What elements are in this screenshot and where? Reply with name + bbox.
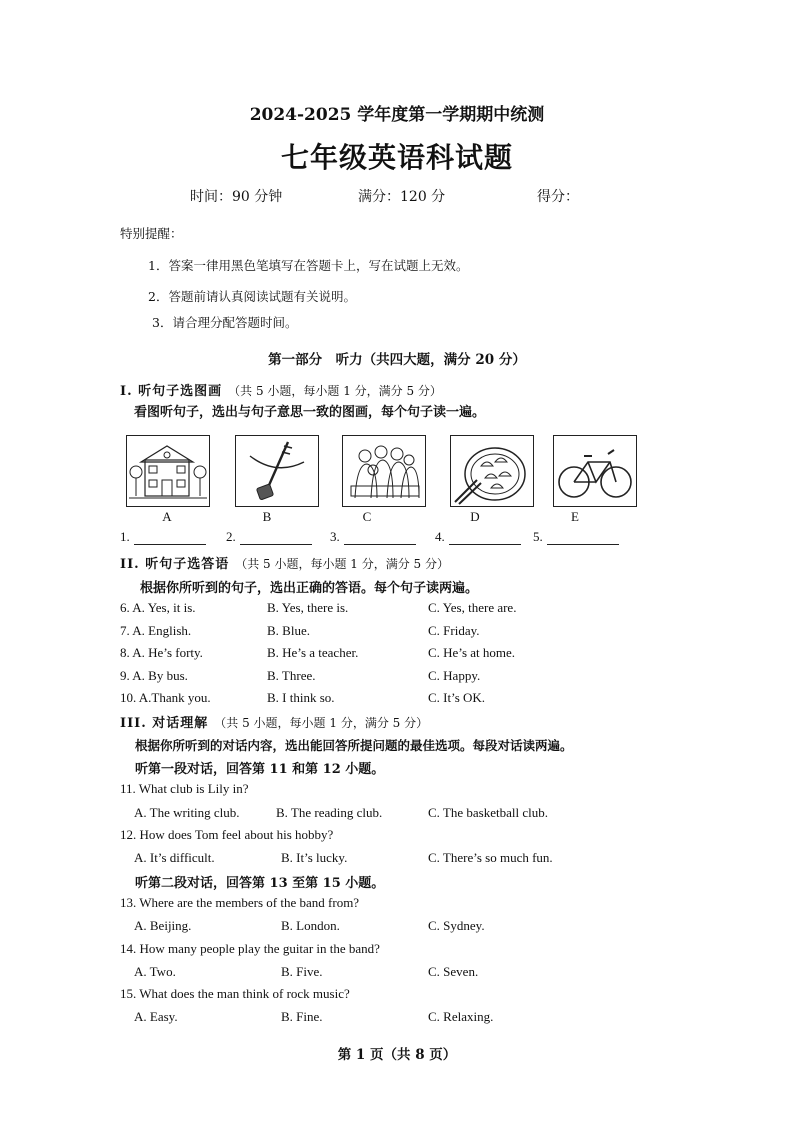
blank-number: 2.: [226, 529, 236, 544]
question-11-option-b: B. The reading club.: [276, 805, 383, 820]
section3-heading: III. 对话理解: [120, 716, 209, 731]
blank-number: 3.: [330, 529, 340, 544]
question-9-option-b: B. Three.: [267, 668, 316, 683]
question-13-option-a: A. Beijing.: [134, 918, 192, 933]
question-11: 11. What club is Lily in?: [120, 781, 249, 796]
question-12-option-a: A. It’s difficult.: [134, 850, 215, 865]
exam-score-field: 得分：: [537, 189, 579, 205]
notice-item: 2．答题前请认真阅读试题有关说明。: [148, 289, 356, 304]
question-14: 14. How many people play the guitar in the band?: [120, 941, 380, 956]
question-7-option-b: B. Blue.: [267, 623, 310, 638]
question-8-option-a: 8. A. He’s forty.: [120, 645, 203, 660]
blank-number: 1.: [120, 529, 130, 544]
answer-blank[interactable]: [533, 529, 619, 545]
picture-c: [342, 435, 426, 507]
question-15-option-a: A. Easy.: [134, 1009, 178, 1024]
question-14-option-b: B. Five.: [281, 964, 323, 979]
question-11-option-a: A. The writing club.: [134, 805, 240, 820]
blank-number: 5.: [533, 529, 543, 544]
question-6-option-c: C. Yes, there are.: [428, 600, 517, 615]
picture-d: [450, 435, 534, 507]
question-7-option-c: C. Friday.: [428, 623, 480, 638]
question-15-option-b: B. Fine.: [281, 1009, 323, 1024]
picture-label-b: B: [262, 509, 272, 524]
question-12: 12. How does Tom feel about his hobby?: [120, 827, 334, 842]
section3-header: [120, 712, 428, 731]
picture-e: [553, 435, 637, 507]
school-building-icon: [127, 436, 209, 506]
question-6-option-a: 6. A. Yes, it is.: [120, 600, 196, 615]
answer-blank[interactable]: [226, 529, 312, 545]
family-photo-icon: [343, 436, 425, 506]
question-8-option-b: B. He’s a teacher.: [267, 645, 359, 660]
question-10-option-b: B. I think so.: [267, 690, 335, 705]
exam-title: 七年级英语科试题: [280, 141, 513, 174]
picture-b: [235, 435, 319, 507]
picture-label-a: A: [162, 509, 172, 524]
dialog2-instruction: 听第二段对话，回答第 13 至第 15 小题。: [135, 876, 385, 891]
question-12-option-c: C. There’s so much fun.: [428, 850, 553, 865]
exam-full-score: 满分：120 分: [358, 189, 446, 205]
exam-subtitle: 2024-2025 学年度第一学期期中统测: [249, 105, 545, 125]
exam-time: 时间：90 分钟: [190, 189, 283, 205]
question-7-option-a: 7. A. English.: [120, 623, 192, 638]
answer-blank[interactable]: [330, 529, 416, 545]
question-9-option-a: 9. A. By bus.: [120, 668, 188, 683]
notice-item: 1．答案一律用黑色笔填写在答题卡上，写在试题上无效。: [148, 258, 469, 273]
answer-blank[interactable]: [120, 529, 206, 545]
section1-meta: （共 5 小题，每小题 1 分，满分 5 分）: [228, 384, 442, 398]
question-6-option-b: B. Yes, there is.: [267, 600, 349, 615]
section3-instruction: 根据你所听到的对话内容，选出能回答所提问题的最佳选项。每段对话读两遍。: [135, 738, 573, 753]
question-15: 15. What does the man think of rock music?: [120, 986, 350, 1001]
notice-label: 特别提醒：: [120, 226, 183, 241]
question-10-option-a: 10. A.Thank you.: [120, 690, 211, 705]
picture-label-e: E: [571, 509, 579, 524]
page-number: 第 1 页（共 8 页）: [337, 1047, 457, 1063]
section1-heading: I. 听句子选图画: [120, 384, 223, 399]
question-9-option-c: C. Happy.: [428, 668, 481, 683]
question-11-option-c: C. The basketball club.: [428, 805, 548, 820]
blank-number: 4.: [435, 529, 445, 544]
question-14-option-c: C. Seven.: [428, 964, 479, 979]
bicycle-icon: [554, 436, 636, 506]
section2-meta: （共 5 小题，每小题 1 分，满分 5 分）: [235, 557, 450, 571]
question-13: 13. Where are the members of the band from?: [120, 895, 360, 910]
question-15-option-c: C. Relaxing.: [428, 1009, 494, 1024]
dialog1-instruction: 听第一段对话，回答第 11 和第 12 小题。: [135, 762, 385, 777]
question-14-option-a: A. Two.: [134, 964, 176, 979]
answer-blank[interactable]: [435, 529, 521, 545]
section2-instruction: 根据你所听到的句子，选出正确的答语。每个句子读两遍。: [140, 581, 479, 596]
section2-header: [120, 553, 449, 572]
picture-label-c: C: [362, 509, 372, 524]
picture-a: [126, 435, 210, 507]
section1-instruction: 看图听句子，选出与句子意思一致的图画，每个句子读一遍。: [134, 405, 486, 420]
section2-heading: II. 听句子选答语: [120, 557, 230, 572]
question-8-option-c: C. He’s at home.: [428, 645, 516, 660]
question-13-option-b: B. London.: [281, 918, 340, 933]
question-13-option-c: C. Sydney.: [428, 918, 485, 933]
question-12-option-b: B. It’s lucky.: [281, 850, 348, 865]
erhu-instrument-icon: [236, 436, 318, 506]
notice-item: 3．请合理分配答题时间。: [152, 315, 298, 330]
dumplings-plate-icon: [451, 436, 533, 506]
section1-header: [120, 380, 442, 399]
section3-meta: （共 5 小题，每小题 1 分，满分 5 分）: [214, 716, 429, 730]
picture-label-d: D: [470, 509, 480, 524]
part1-title: 第一部分 听力（共四大题，满分 20 分）: [268, 352, 526, 368]
question-10-option-c: C. It’s OK.: [428, 690, 486, 705]
